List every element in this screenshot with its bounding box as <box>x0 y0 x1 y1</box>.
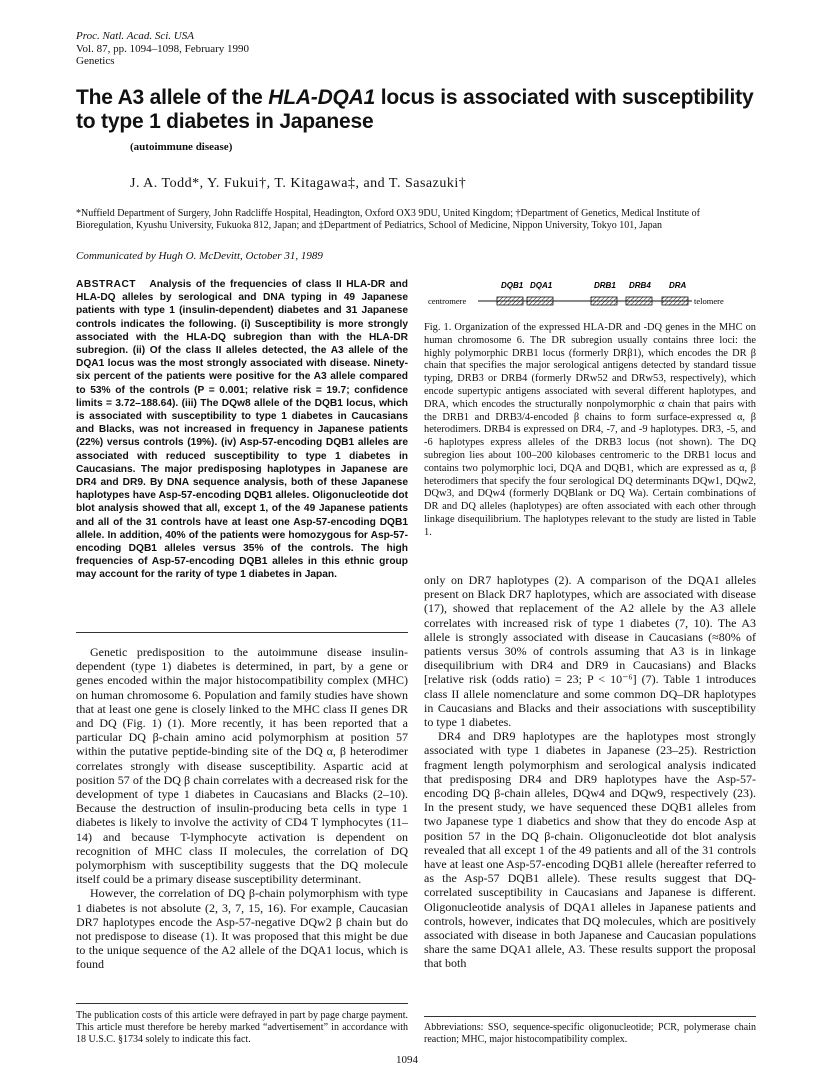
author-list: J. A. Todd*, Y. Fukui†, T. Kitagawa‡, and T. Sasazuki† <box>130 176 467 191</box>
left-column-body <box>76 645 408 972</box>
locus-label: DQB1 <box>501 281 524 290</box>
body-paragraph: DR4 and DR9 haplotypes are the haplotypes most strongly associated with type 1 diabetes in Japanese (23–25). Restriction fragment length polymorphism and serological analysis indicated that predisposing DR4 and DR9 haplotypes have the Asp-57-encoding DQ β-chain alleles, DQw4 and DQw9, respectively (23). In the present study, we have sequenced these DQB1 alleles from two Japanese type 1 diabetics and show that they do encode Asp at position 57 in the DQ β-chain. Oligonucleotide dot blot analysis revealed that all except 1 of the 49 patients and all of the 31 controls have at least one Asp-57-encoding DQB1 allele (hereafter referred to as the Asp-57 DQB1 allele). These results suggest that DQ-correlated susceptibility in Caucasians and Japanese is different. Oligonucleotide analysis of DQA1 alleles in Japanese patients and controls, however, indicates that DQ molecules, which are positively associated with disease in both Japanese and Caucasian populations share the same DQA1 allele, A3. These results support the proposal that both <box>424 729 756 971</box>
abstract <box>76 278 408 582</box>
footnote-divider <box>76 1003 408 1004</box>
right-column-body <box>424 573 756 971</box>
affiliations: *Nuffield Department of Surgery, John Radcliffe Hospital, Headington, Oxford OX3 9DU, United Kingdom; †Department of Genetics, Medical Institute of Bioregulation, Kyushu University, Fukuoka 812, Japan; and ‡Department of Pediatrics, School of Medicine, Nippon University, Tokyo 101, Japan <box>76 208 700 231</box>
gene-box-drb1 <box>591 297 617 305</box>
body-paragraph: only on DR7 haplotypes (2). A comparison of the DQA1 alleles present on Black DR7 haplotypes, which are associated with disease (17), showed that replacement of the A2 allele by the A3 allele correlates with increased risk of type 1 diabetes (7, 10). The A3 allele is strongly associated with disease in Caucasians (≈80% of patients versus 30% of controls assuming that A3 is in linkage disequilibrium with DR4 and DR9 in Caucasians) and Blacks [relative risk (odds ratio) = 23; P < 10⁻⁶] (7). Table 1 introduces class II allele nomenclature and some common DQ–DR haplotypes in Caucasians and Blacks and their associations with susceptibility to type 1 diabetes. <box>424 573 756 730</box>
locus-label: DRA <box>669 281 687 290</box>
abbreviations-divider <box>424 1016 756 1017</box>
title-gene: HLA-DQA1 <box>268 86 376 109</box>
journal-volume: Vol. 87, pp. 1094–1098, February 1990 <box>76 42 250 55</box>
body-paragraph: However, the correlation of DQ β-chain polymorphism with type 1 diabetes is not absolute (2, 3, 7, 15, 16). For example, Caucasian DR7 haplotypes encode the Asp-57-negative DQw2 β chain but do not predispose to disease (1). It was proposed that this might be due to the unique sequence of the A2 allele of the DQA1 locus, which is found <box>76 886 408 972</box>
locus-label: DRB4 <box>629 281 651 290</box>
page-number: 1094 <box>396 1054 418 1066</box>
gene-box-dra <box>662 297 688 305</box>
body-paragraph: Genetic predisposition to the autoimmune disease insulin-dependent (type 1) diabetes is determined, in part, by a gene or genes encoded within the major histocompatibility complex (MHC) on human chromosome 6. Population and family studies have shown that at least one gene is closely linked to the MHC class II genes DR and DQ (Fig. 1) (1). More recently, it has been reported that a particular DQ β-chain amino acid polymorphism at position 57 within the putative peptide-binding site of the DQ α, β heterodimer correlates strongly with disease susceptibility. Aspartic acid at position 57 of the DQ β chain correlates with a decreased risk for the development of type 1 diabetes in Caucasians and Blacks (2–10). Because the destruction of insulin-producing beta cells in type 1 diabetes is likely to involve the activity of CD4 T lymphocytes (11–14) and because T-lymphocyte activation is dependent on recognition of MHC class II molecules, the correlation of DQ polymorphism with susceptibility suggests that the DQ molecule itself could be a primary disease susceptibility determinant. <box>76 645 408 887</box>
gene-box-dqb1 <box>497 297 523 305</box>
gene-box-dqa1 <box>527 297 553 305</box>
paper-subtitle: (autoimmune disease) <box>130 141 233 153</box>
communicated-by: Communicated by Hugh O. McDevitt, October 31, 1989 <box>76 250 323 262</box>
abstract-label: ABSTRACT <box>76 279 137 290</box>
journal-name: Proc. Natl. Acad. Sci. USA <box>76 30 194 42</box>
abstract-text: Analysis of the frequencies of class II HLA-DR and HLA-DQ alleles by serological and DNA typing in 49 Japanese patients with type 1 (insulin-dependent) diabetes and 31 Japanese controls indicates the following. (i) Susceptibility is more strongly associated with the HLA-DQ subregion than with the HLA-DR subregion. (ii) Of the class II alleles detected, the A3 allele of the DQA1 locus was the most strongly associated with disease. Ninety-six percent of the patients were positive for the A3 allele compared to 53% of the controls (P = 0.001; relative risk = 19.7; confidence limits = 3.72–188.64). (iii) The DQw8 allele of the DQB1 locus, which is associated with susceptibility to type 1 diabetes in Caucasians and Blacks, was not increased in frequency in Japanese patients (22%) versus controls (19%). (iv) Asp-57-encoding DQB1 alleles are associated with reduced susceptibility to type 1 diabetes in Caucasians. The major predisposing haplotypes in Japanese are DR4 and DR9. By DNA sequence analysis, both of these Japanese haplotypes have Asp-57-encoding DQB1 alleles. Oligonucleotide dot blot analysis showed that all, except 1, of the 49 Japanese patients and all of the 31 controls have at least one Asp-57-encoding DQB1 allele. In addition, 40% of the patients were homozygous for Asp-57-encoding DQB1 alleles versus 35% of the controls. The high frequencies of Asp-57-encoding DQB1 alleles in this ethnic group may account for the rarity of type 1 diabetes in Japan. <box>76 279 408 581</box>
telomere-label: telomere <box>694 296 724 306</box>
publication-cost-footnote: The publication costs of this article were defrayed in part by page charge payment. This article must therefore be hereby marked “advertisement” in accordance with 18 U.S.C. §1734 solely to indicate this fact. <box>76 1010 408 1045</box>
title-part1: The A3 allele of the <box>76 86 269 109</box>
abstract-divider <box>76 632 408 633</box>
gene-box-drb4 <box>626 297 652 305</box>
abbreviations-footnote: Abbreviations: SSO, sequence-specific oligonucleotide; PCR, polymerase chain reaction; MHC, major histocompatibility complex. <box>424 1022 756 1045</box>
figure-1-caption: Fig. 1. Organization of the expressed HLA-DR and -DQ genes in the MHC on human chromosome 6. The DR subregion usually contains three loci: the highly polymorphic DRB1 locus (formerly DRβ1), which encodes the DR β chain that specifies the major serological antigens detected by standard tissue typing, DRB3 or DRB4 (formerly DRw52 and DRw53, respectively), which encode supertypic antigens associated with several different haplotypes, and DRA, which encodes the structurally nonpolymorphic α chain that pairs with the DRB1 and DRB3/4-encoded β chains to form surface-expressed α, β heterodimers. DRB4 is expressed on DR4, -7, and -9 haplotypes. DR3, -5, and -6 haplotypes express alleles of the DRB3 locus (not shown). The DQ subregion lies about 100–200 kilobases centromeric to the DRB1 locus and contains two polymorphic loci, DQA and DQB1, which are expressed as α, β heterodimers that specify the four serological DQ determinants DQw1, DQw2, DQw3, and DQw4 (formerly DQBlank or DQ Wa). Certain combinations of DR and DQ alleles (haplotypes) are often associated with each other through linkage disequilibrium. The haplotypes relevant to the study are listed in Table 1. <box>424 322 756 538</box>
title-part2: locus is associated with susceptibility to type 1 diabetes in Japanese <box>76 86 754 133</box>
centromere-label: centromere <box>428 296 467 306</box>
locus-label: DRB1 <box>594 281 616 290</box>
journal-section: Genetics <box>76 55 115 67</box>
figure-1-gene-map <box>424 278 756 318</box>
paper-title <box>76 86 756 134</box>
journal-header <box>76 30 249 68</box>
locus-label: DQA1 <box>530 281 553 290</box>
